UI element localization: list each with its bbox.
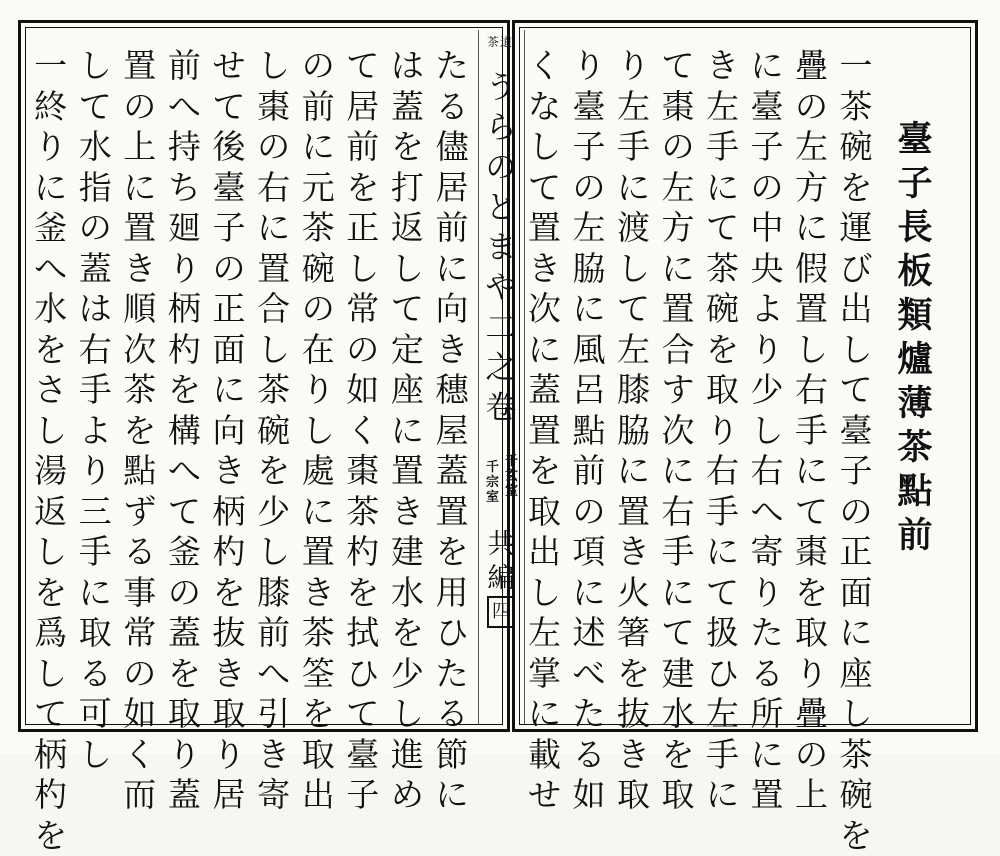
text-column: て 棗 の 左 方 に 置 合 す 次 に 右 手 に て 建 水 を 取 bbox=[661, 46, 695, 814]
text-column: 置 の 上 に 置 き 順 次 茶 を 點 ず る 事 常 の 如 く 而 bbox=[123, 46, 157, 814]
text-column: り 臺 子 の 左 脇 に 風 呂 點 前 の 項 に 述 べ た る 如 bbox=[572, 46, 606, 814]
page-number: 四 bbox=[487, 596, 515, 628]
joint-editing-label: 共 編 bbox=[487, 529, 515, 594]
authors bbox=[481, 454, 521, 534]
chapter-title: 臺 子 長 板 類 爐 薄 茶 點 前 bbox=[897, 119, 933, 556]
text-column: し て 水 指 の 蓋 は 右 手 よ り 三 手 に 取 る 可 し bbox=[78, 46, 112, 774]
running-title: う ら の と ま や 二 之 卷 bbox=[485, 70, 517, 426]
gutter-line-left bbox=[478, 30, 479, 724]
text-column: せ て 後 臺 子 の 正 面 に 向 き 柄 杓 を 抜 き 取 り 居 bbox=[212, 46, 246, 814]
text-column: し 棗 の 右 に 置 合 し 茶 碗 を 少 し 膝 前 へ 引 き 寄 bbox=[257, 46, 291, 814]
text-column: 疊 の 左 方 に 假 置 し 右 手 に て 棗 を 取 り 疊 の 上 bbox=[795, 46, 828, 814]
text-column: き 左 手 に て 茶 碗 を 取 り 右 手 に て 扱 ひ 左 手 に bbox=[706, 46, 739, 814]
text-column: て 居 前 を 正 し 常 の 如 く 棗 茶 杓 を 拭 ひ て 臺 子 bbox=[346, 46, 380, 814]
author-name: 千 玄 室 bbox=[504, 454, 518, 499]
text-column: く な し て 置 き 次 に 蓋 置 を 取 出 し 左 掌 に 載 せ bbox=[528, 46, 561, 814]
text-column: の 前 に 元 茶 碗 の 在 り し 處 に 置 き 茶 筌 を 取 出 bbox=[301, 46, 335, 814]
text-column: 前 へ 持 ち 廻 り 柄 杓 を 構 へ て 釜 の 蓋 を 取 り 蓋 bbox=[167, 46, 201, 814]
text-column: 一 終 り に 釜 へ 水 を さ し 湯 返 し を 爲 し て 柄 杓 を bbox=[34, 46, 68, 855]
text-column: に 臺 子 の 中 央 よ り 少 し 右 へ 寄 り た る 所 に 置 bbox=[750, 46, 784, 814]
text-column: 一 茶 碗 を 運 び 出 し て 臺 子 の 正 面 に 座 し 茶 碗 を bbox=[839, 46, 873, 855]
text-column: り 左 手 に 渡 し て 左 膝 脇 に 置 き 火 箸 を 抜 き 取 bbox=[617, 46, 650, 814]
text-column: は 蓋 を 打 返 し て 定 座 に 置 き 建 水 を 少 し 進 め bbox=[390, 46, 424, 814]
text-column: た る 儘 居 前 に 向 き 穗 屋 蓋 置 を 用 ひ た る 節 に bbox=[435, 46, 469, 814]
series-label: 茶道 bbox=[487, 35, 514, 49]
author-name: 千 宗 室 bbox=[485, 460, 499, 505]
